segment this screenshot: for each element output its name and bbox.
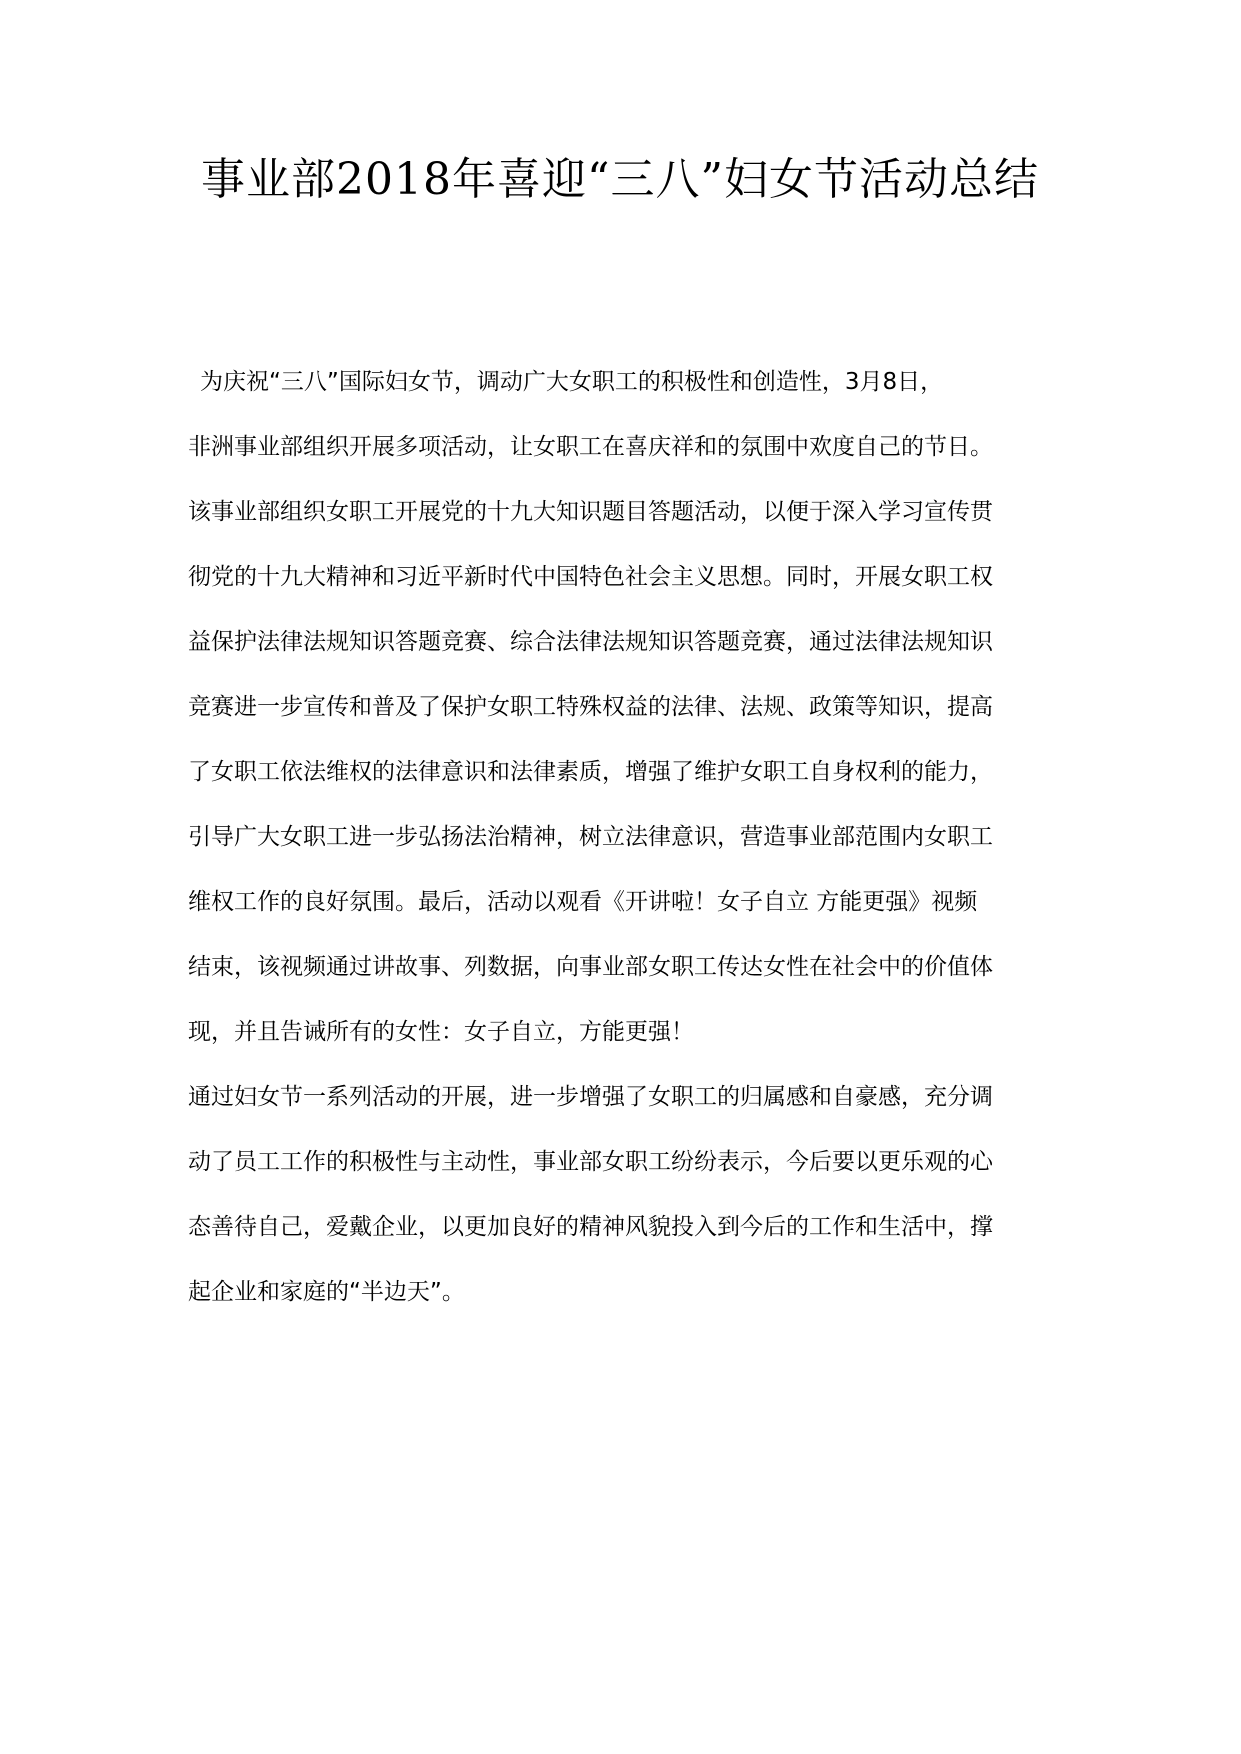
text-line: 竞赛进一步宣传和普及了保护女职工特殊权益的法律、法规、政策等知识，提高 bbox=[188, 694, 993, 720]
text-line: 益保护法律法规知识答题竞赛、综合法律法规知识答题竞赛，通过法律法规知识 bbox=[188, 629, 993, 655]
text-line: 起企业和家庭的“半边天”。 bbox=[188, 1279, 465, 1305]
document-title: 事业部2018年喜迎“三八”妇女节活动总结 bbox=[201, 154, 1039, 205]
text-line: 非洲事业部组织开展多项活动，让女职工在喜庆祥和的氛围中欢度自己的节日。 bbox=[188, 434, 993, 460]
paragraph-activities bbox=[188, 350, 1073, 1065]
text-line: 彻党的十九大精神和习近平新时代中国特色社会主义思想。同时，开展女职工权 bbox=[188, 564, 993, 590]
text-line: 结束，该视频通过讲故事、列数据，向事业部女职工传达女性在社会中的价值体 bbox=[188, 954, 993, 980]
text-line: 维权工作的良好氛围。最后，活动以观看《开讲啦！女子自立 方能更强》视频 bbox=[188, 889, 978, 915]
paragraph-summary bbox=[188, 1065, 1073, 1325]
text-line: 态善待自己，爱戴企业，以更加良好的精神风貌投入到今后的工作和生活中，撑 bbox=[188, 1214, 993, 1240]
text-line: 动了员工工作的积极性与主动性，事业部女职工纷纷表示，今后要以更乐观的心 bbox=[188, 1149, 993, 1175]
text-line: 为庆祝“三八”国际妇女节，调动广大女职工的积极性和创造性，3月8日， bbox=[200, 369, 944, 395]
text-line: 了女职工依法维权的法律意识和法律素质，增强了维护女职工自身权利的能力， bbox=[188, 759, 993, 785]
text-line: 通过妇女节一系列活动的开展，进一步增强了女职工的归属感和自豪感，充分调 bbox=[188, 1084, 993, 1110]
text-line: 该事业部组织女职工开展党的十九大知识题目答题活动，以便于深入学习宣传贯 bbox=[188, 499, 993, 525]
text-line: 现，并且告诫所有的女性：女子自立，方能更强！ bbox=[188, 1019, 694, 1045]
document-body bbox=[188, 350, 1073, 1325]
text-line: 引导广大女职工进一步弘扬法治精神，树立法律意识，营造事业部范围内女职工 bbox=[188, 824, 993, 850]
